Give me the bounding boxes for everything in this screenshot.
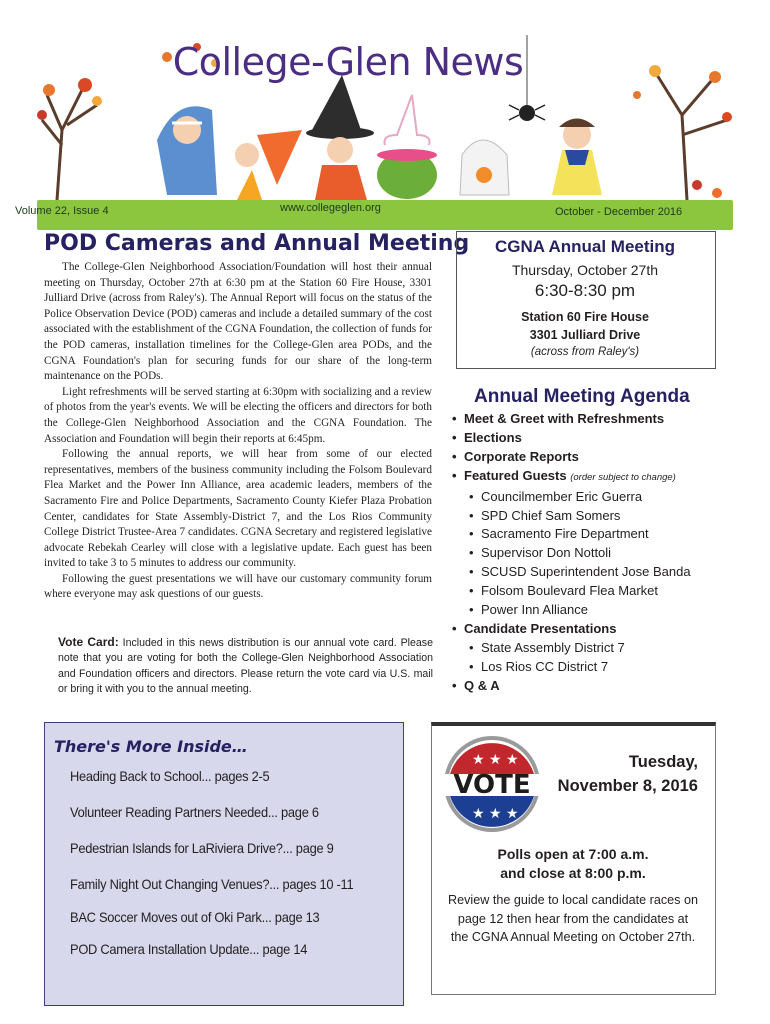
- agenda-subitem: [469, 658, 742, 677]
- election-date: [548, 750, 698, 798]
- polls-open: Polls open at 7:00 a.m.: [497, 846, 649, 862]
- inside-item: Family Night Out Changing Venues?... pages 10 -11: [70, 876, 354, 892]
- princess-costume-child: [552, 119, 602, 196]
- newsletter-title: College-Glen News: [172, 40, 524, 84]
- agenda-item: [452, 677, 742, 696]
- agenda-item-note: (order subject to change): [570, 471, 676, 483]
- vote-card-note: [58, 635, 433, 698]
- svg-text:★ ★ ★: ★ ★ ★: [472, 806, 519, 822]
- agenda-subitem: [469, 639, 742, 658]
- inside-item: Pedestrian Islands for LaRiviera Drive?... page 9: [70, 840, 334, 856]
- agenda-item-label: Candidate Presentations: [464, 620, 617, 636]
- autumn-tree-right: [633, 65, 732, 200]
- agenda-item: [452, 620, 742, 639]
- meeting-date: Thursday, October 27th: [511, 262, 659, 278]
- meeting-location: [456, 308, 714, 344]
- polls-hours: [440, 845, 706, 883]
- volume-issue: Volume 22, Issue 4: [15, 205, 109, 217]
- agenda-item-label: Corporate Reports: [464, 448, 579, 464]
- agenda-subitem: [469, 525, 742, 544]
- inside-item: Heading Back to School... pages 2-5: [70, 768, 270, 784]
- agenda-subitem: [469, 544, 742, 563]
- meeting-title: CGNA Annual Meeting: [494, 237, 676, 256]
- agenda-subitem: [469, 507, 742, 526]
- vote-badge-label: VOTE: [453, 770, 531, 800]
- inside-item: Volunteer Reading Partners Needed... page 6: [70, 804, 319, 820]
- issue-date: October - December 2016: [555, 206, 683, 218]
- polls-close: and close at 8:00 p.m.: [500, 865, 646, 881]
- agenda-item-label: Folsom Boulevard Flea Market: [481, 583, 659, 599]
- article-body: [44, 260, 432, 603]
- agenda-item-label: Power Inn Alliance: [481, 602, 588, 618]
- agenda-item: [452, 429, 742, 448]
- candidate-guide-note: Review the guide to local candidate races on page 12 then hear from the candidates at the CGNA Annual Meeting on October 27th.: [448, 893, 698, 944]
- vote-card-text: Included in this news distribution is our annual vote card. Please note that you are voting for both the College-Glen Neighborhood Association and Foundation officers and directors. Please return the vote card via U.S. mail or bring it with you to the annual meeting.: [58, 637, 433, 696]
- website-link[interactable]: www.collegeglen.org: [280, 202, 381, 214]
- ghost-costume-dog: [460, 140, 509, 195]
- agenda-item-label: Councilmember Eric Guerra: [481, 488, 643, 504]
- agenda-item-label: Meet & Greet with Refreshments: [464, 411, 665, 426]
- agenda-title: Annual Meeting Agenda: [474, 386, 690, 407]
- inside-title: There's More Inside…: [54, 737, 248, 756]
- article-paragraph: Light refreshments will be served starting at 6:30pm with socializing and a review of photos from the year's events. We will be electing the officers and directors for both the College-Glen Neighborhood Association and the CGNA Foundation. The Association and Foundation will begin their reports at 6:45pm.: [44, 385, 432, 445]
- agenda-subitem: [469, 582, 742, 601]
- agenda-item-label: Featured Guests: [464, 467, 567, 483]
- agenda-item-label: Los Rios CC District 7: [481, 658, 609, 674]
- article-paragraph: Following the annual reports, we will hear from some of our elected representatives, members of the business community including the Folsom Boulevard Flea Market and the Power Inn Alliance, area academic leaders, members of the Sacramento Fire and Police Departments, Sacramento County Kiefer Plaza Probation Center, candidates for State Assembly-District 7, and the Los Rios Community College District Trustee-Area 7 candidates. CGNA Secretary and registered legislative advocate Rebekah Cearley will close with a legislative update. Each guest has been invited to take 3 to 5 minutes to address our community.: [44, 448, 432, 570]
- inside-contents-box: [44, 722, 404, 1006]
- agenda-item: [452, 448, 742, 467]
- agenda-item-label: Sacramento Fire Department: [481, 526, 649, 542]
- meeting-time: 6:30-8:30 pm: [534, 281, 636, 300]
- svg-text:★ ★ ★: ★ ★ ★: [472, 752, 519, 768]
- vote-card-label: Vote Card:: [58, 635, 119, 649]
- agenda-item: [452, 410, 742, 429]
- agenda-item-label: Q & A: [464, 677, 500, 693]
- inside-item: BAC Soccer Moves out of Oki Park... page 13: [70, 909, 320, 925]
- meeting-location-line: Station 60 Fire House: [521, 310, 649, 324]
- agenda-list: [452, 410, 742, 696]
- article-paragraph: Following the guest presentations we will have our customary community forum where everyone may ask questions of our guests.: [44, 572, 432, 601]
- meeting-location-note: (across from Raley's): [530, 346, 640, 358]
- agenda-subitem: [469, 563, 742, 582]
- article-headline: POD Cameras and Annual Meeting: [44, 231, 470, 256]
- witch-costume-child: [306, 75, 374, 200]
- cauldron: [377, 95, 437, 199]
- article-paragraph: The College-Glen Neighborhood Association/Foundation will host their annual meeting on Thursday, October 27th at 6:30 pm at the Station 60 Fire House, 3301 Julliard Drive (across from Raley's). The Annual Report will focus on the status of the Police Observation Device (POD) cameras and include a detailed summary of the cost associated with the establishment of the CGNA Foundation, the collection of funds for the POD cameras, installation timelines for the College-Glen area PODs, and the CGNA Foundation's plan for securing funds for our share of the long-term maintenance on the PODs.: [44, 261, 432, 383]
- agenda-item-label: State Assembly District 7: [481, 639, 625, 655]
- shark-costume-child: [157, 106, 217, 195]
- agenda-item-label: SPD Chief Sam Somers: [481, 507, 621, 523]
- agenda-subitem: [469, 601, 742, 620]
- agenda-item-label: Supervisor Don Nottoli: [481, 545, 612, 561]
- election-weekday: Tuesday,: [628, 753, 698, 771]
- carrot-costume-child: [235, 130, 302, 200]
- vote-badge-icon: [442, 734, 542, 834]
- agenda-subitem: [469, 488, 742, 507]
- meeting-location-line: 3301 Julliard Drive: [529, 328, 641, 342]
- election-day: November 8, 2016: [557, 777, 698, 795]
- agenda-item-label: Elections: [464, 429, 522, 445]
- agenda-item-label: SCUSD Superintendent Jose Banda: [481, 564, 691, 580]
- agenda-item: [452, 467, 742, 488]
- inside-item: POD Camera Installation Update... page 14: [70, 941, 308, 957]
